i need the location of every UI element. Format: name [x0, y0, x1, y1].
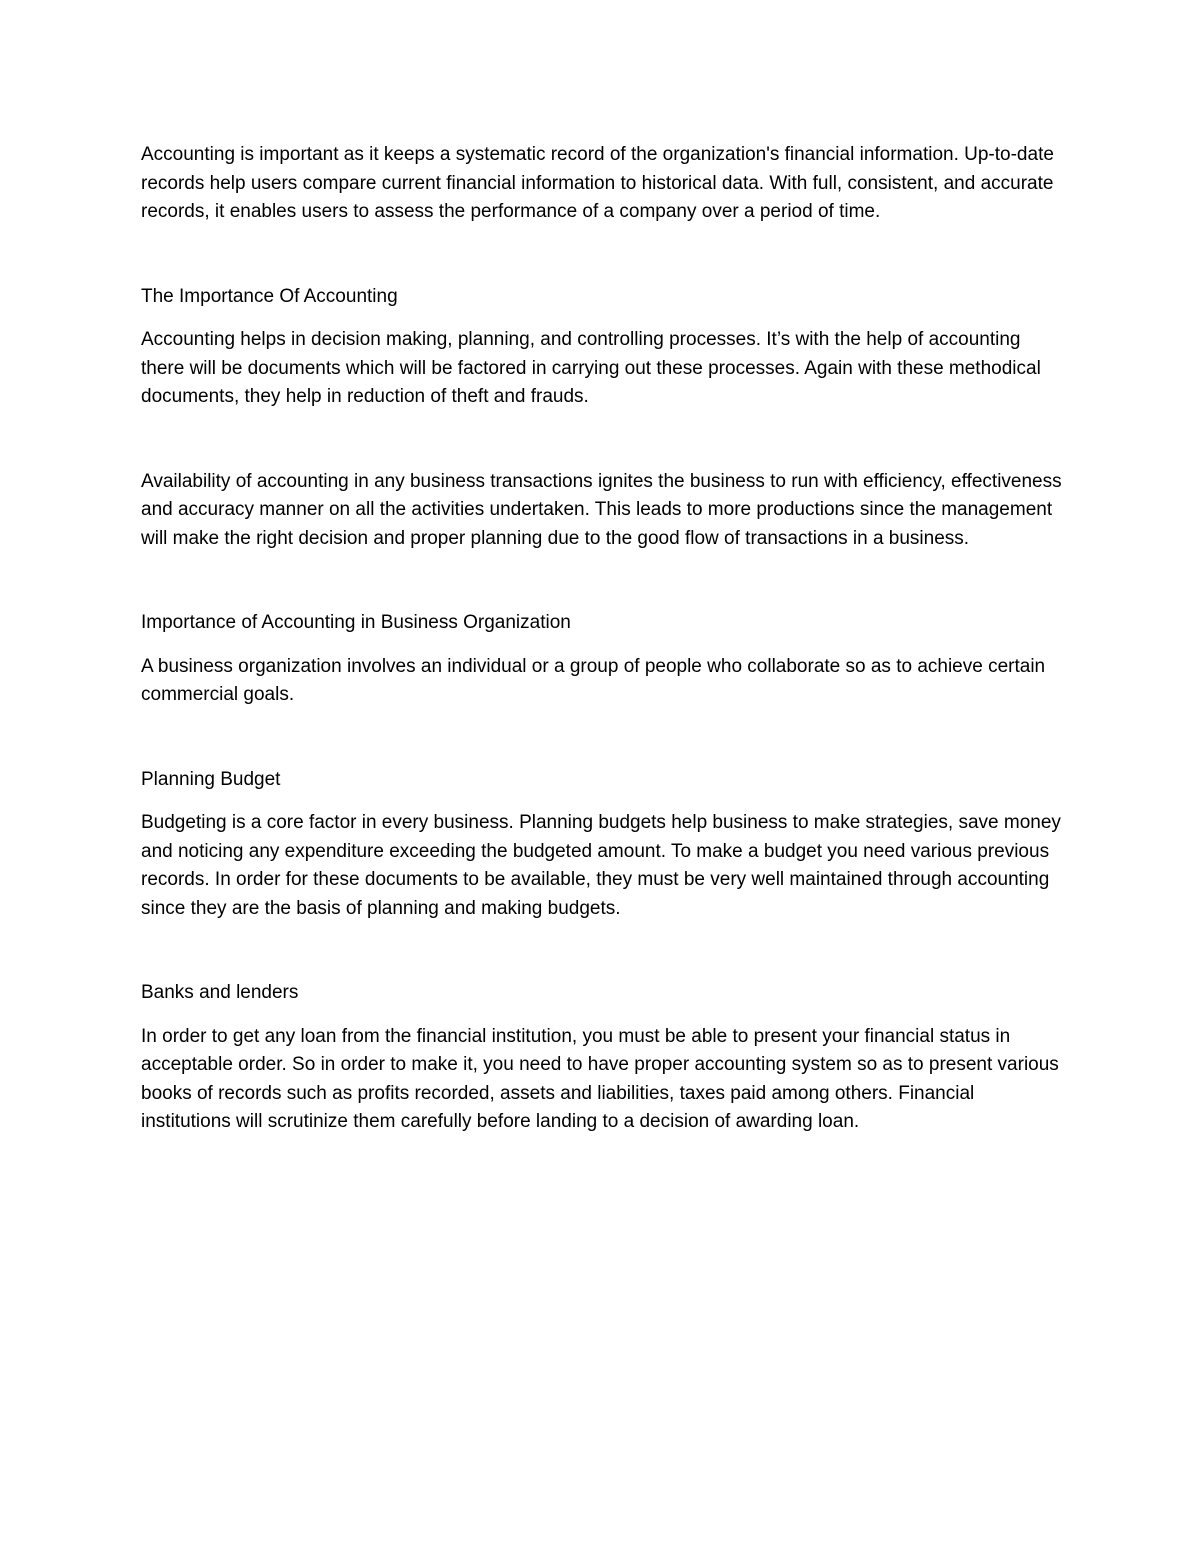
spacer — [141, 412, 1066, 468]
section-heading-importance-of-accounting: The Importance Of Accounting — [141, 285, 398, 307]
business-organization-paragraph: A business organization involves an individual or a group of people who collaborate so as to achieve certain commercial goals. — [141, 655, 1046, 705]
decision-making-paragraph: Accounting helps in decision making, planning, and controlling processes. It’s with the help of accounting there will be documents which will be factored in carrying out these processes. Again with these methodical documents, they help in reduction of theft and frauds. — [141, 329, 1041, 407]
spacer — [141, 1008, 1066, 1023]
section-heading-planning-budget: Planning Budget — [141, 768, 281, 790]
availability-paragraph: Availability of accounting in any business transactions ignites the business to run with efficiency, effectiveness and accuracy manner on all the activities undertaken. This leads to more productions since the management will make the right decision and proper planning due to the good flow of transactions in a business. — [141, 470, 1062, 549]
banks-and-lenders-paragraph: In order to get any loan from the financial institution, you must be able to present your financial status in acceptable order. So in order to make it, you need to have proper accounting system so as to present various books of records such as profits recorded, assets and liabilities, taxes paid among others. Financial institutions will scrutinize them carefully before landing to a decision of awarding loan. — [141, 1025, 1059, 1132]
document-body — [141, 141, 1066, 1137]
planning-budget-paragraph: Budgeting is a core factor in every business. Planning budgets help business to make strategies, save money and noticing any expenditure exceeding the budgeted amount. To make a budget you need various previous records. In order for these documents to be available, they must be very well maintained through accounting since they are the basis of planning and making budgets. — [141, 812, 1061, 919]
section-heading-business-organization: Importance of Accounting in Business Organization — [141, 612, 571, 633]
spacer — [141, 311, 1066, 326]
spacer — [141, 923, 1066, 979]
spacer — [141, 227, 1066, 283]
spacer — [141, 710, 1066, 766]
intro-paragraph: Accounting is important as it keeps a systematic record of the organization's financial information. Up-to-date records help users compare current financial information to historical data. With full, consistent, and accurate records, it enables users to assess the performance of a company over a period of time. — [141, 144, 1054, 222]
spacer — [141, 638, 1066, 653]
spacer — [141, 553, 1066, 609]
spacer — [141, 794, 1066, 809]
section-heading-banks-and-lenders: Banks and lenders — [141, 982, 299, 1003]
